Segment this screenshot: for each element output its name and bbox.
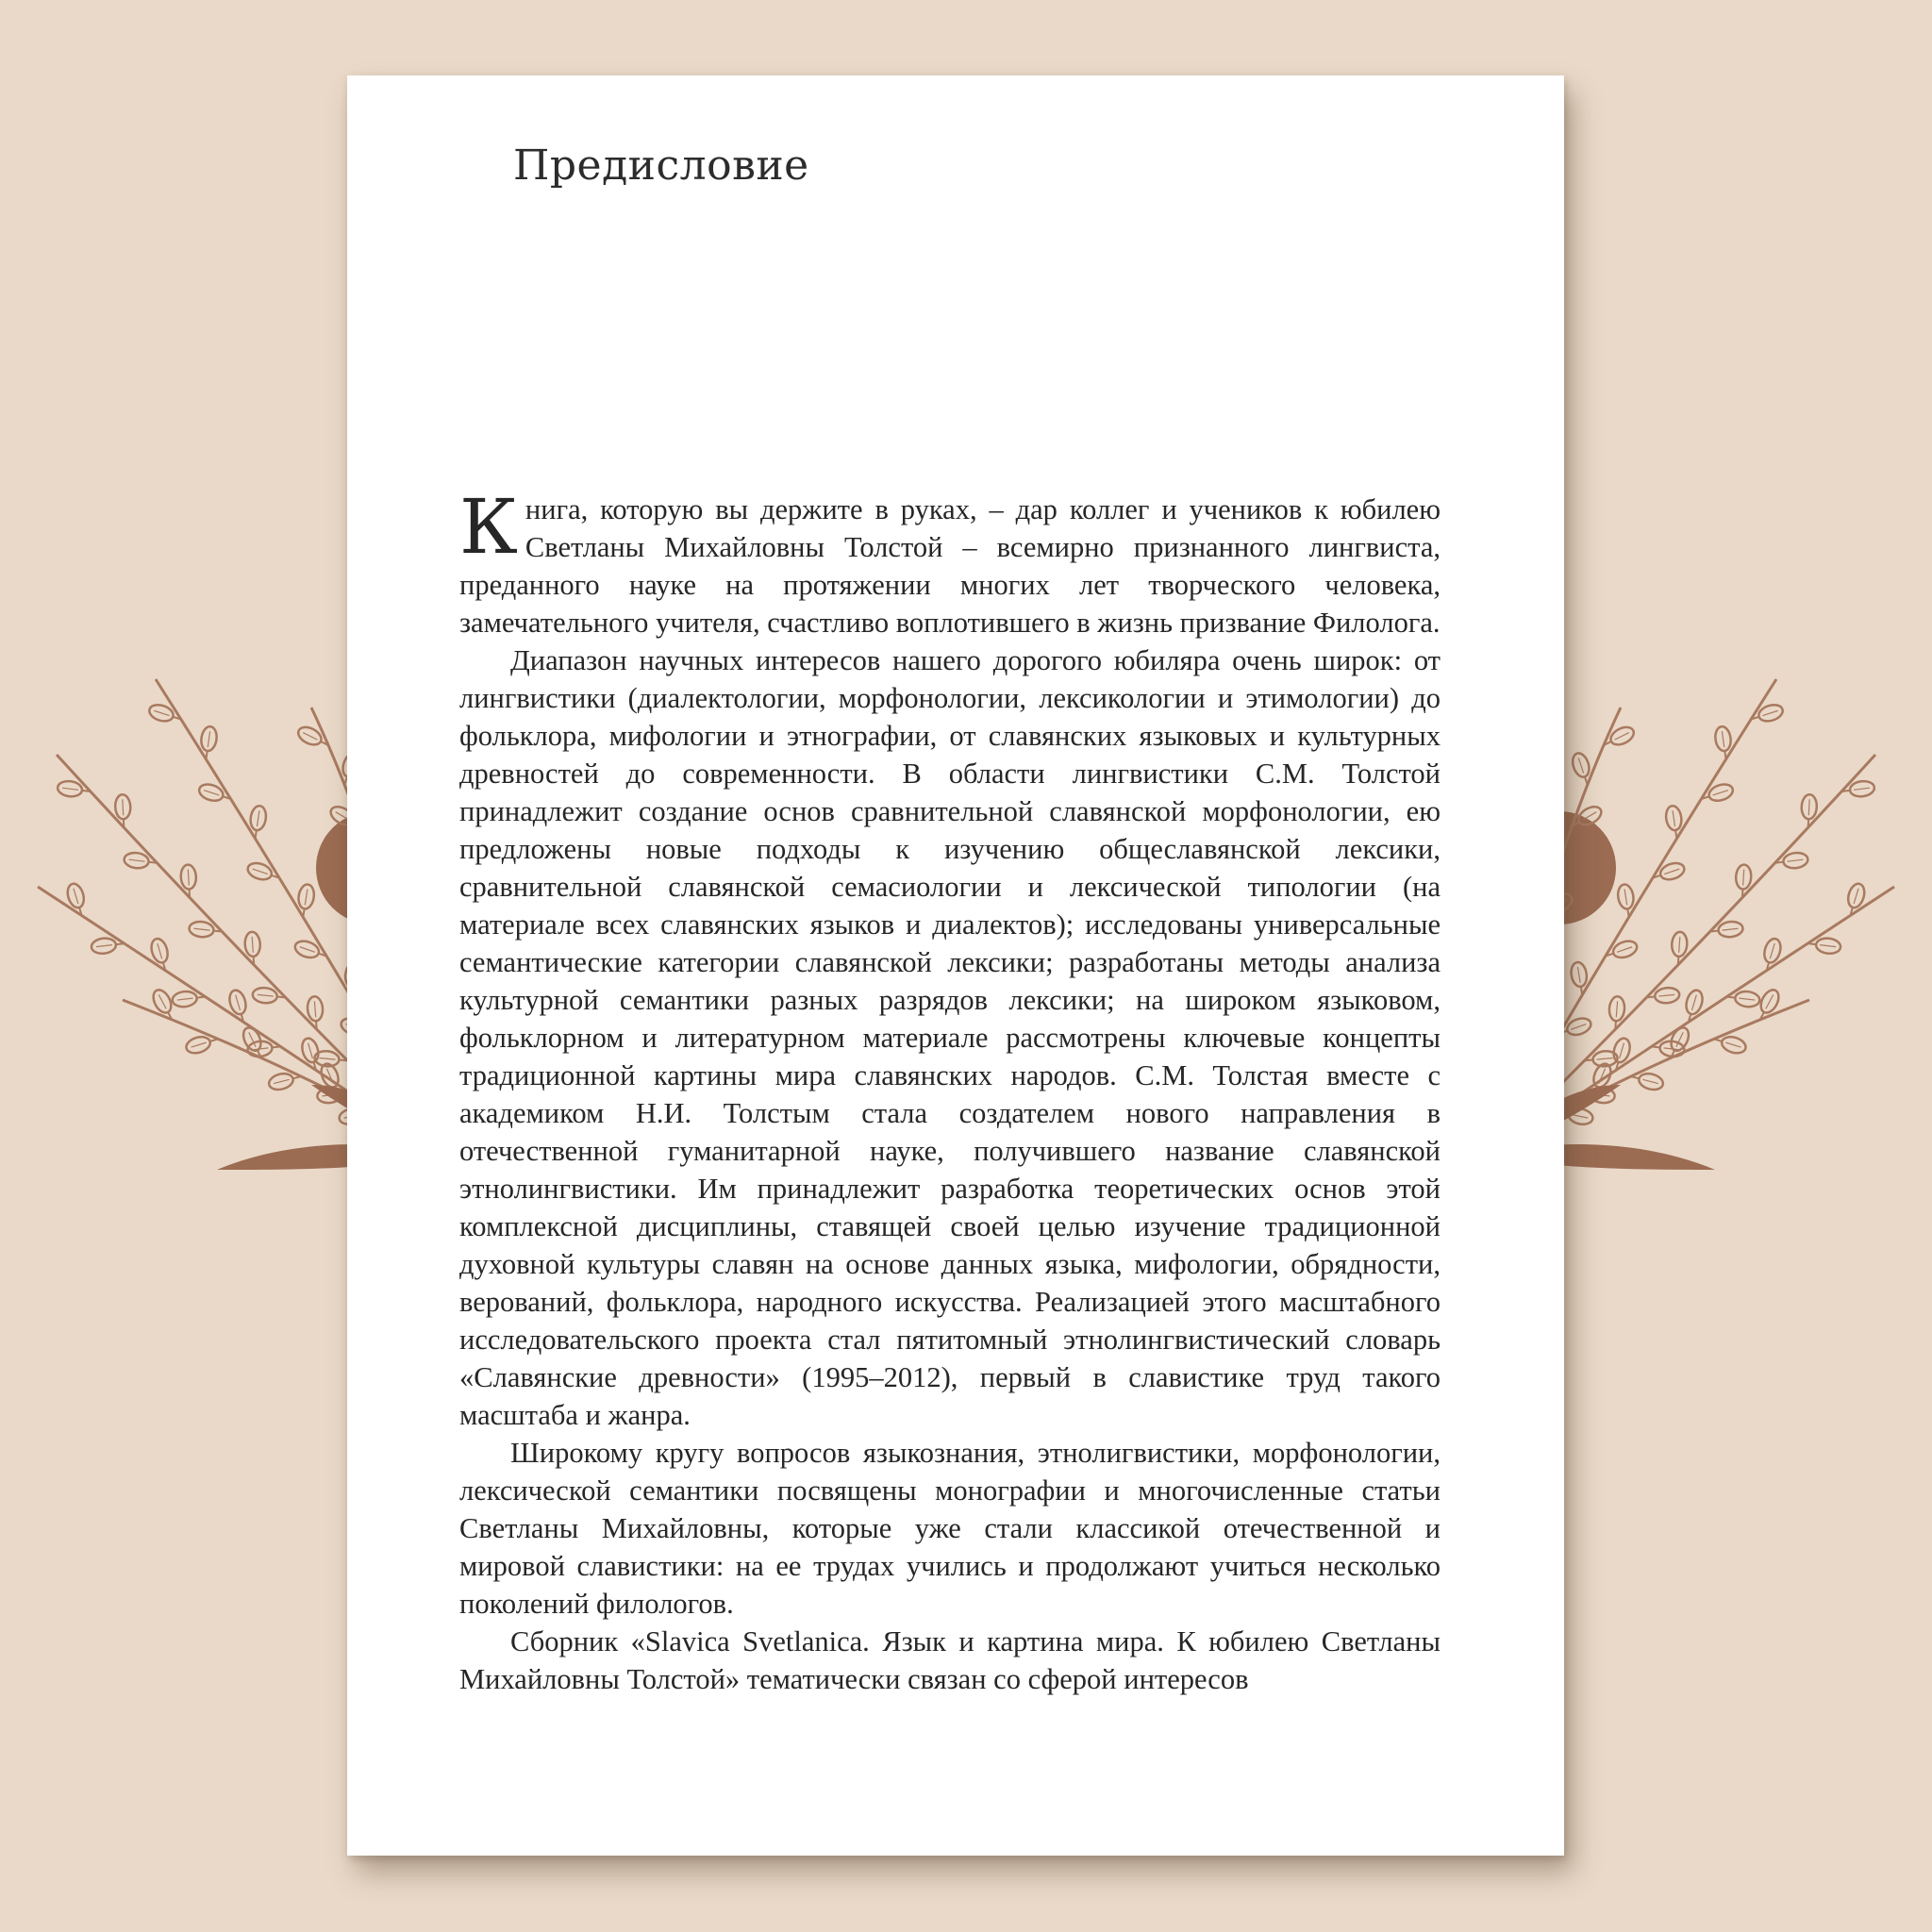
branch-left-bud [244,931,261,965]
paragraph-2: Диапазон научных интересов нашего дорогого юбиляра очень широк: от лингвистики (диалектологии, морфонологии, лексикологии и этимологии) до фольклора, мифологии и этнографии, от славянских языковых и культурных древностей до современности. В области лингвистики С.М. Толстой принадлежит создание основ сравнительной славянской морфонологии, ею предложены новые подходы к изучению общеславянской лексики, сравнительной славянской семасиологии и лексической типологии (на материале всех славянских языков и диалектов); исследованы универсальные семантические категории славянской лексики; разработаны методы анализа культурной семантики разных разрядов лексики; на широком языковом, фольклорном и литературном материале рассмотрены ключевые концепты традиционной картины мира славянских народов. С.М. Толстая вместе с академиком Н.И. Толстым стала создателем нового направления в отечественной гуманитарной науке, получившего название славянской этнолингвистики. Им принадлежит разработка теоретических основ этой комплексной дисциплины, ставящей своей целью изучение традиционной духовной культуры славян на основе данных языка, мифологии, обрядности, верований, фольклора, народного искусства. Реализацией этого масштабного исследовательского проекта стал пятитомный этнолингвистический словарь «Славянские древности» (1995–2012), первый в славистике труд такого масштаба и жанра. [459,644,1441,1431]
page-heading: Предисловие [513,142,809,190]
branch-right-bud [1801,794,1818,828]
branch-right-bud [1616,883,1636,918]
branch-right-bud [1726,990,1761,1008]
branch-left-bud [184,1032,220,1056]
branch-left-bud [91,936,125,955]
paragraph-1 [459,483,1441,641]
branch-left-bud [267,1069,303,1091]
branch-left-bud [180,864,197,898]
branch-right-bud [1711,1032,1747,1056]
branch-right-bud [1671,931,1688,965]
drop-cap: К [459,483,518,571]
branch-right-bud [1714,725,1734,760]
branch-right-bud [1570,961,1590,996]
book-page [347,75,1564,1856]
branch-right-bud [1807,936,1841,955]
branch-right-bud [1840,780,1875,799]
paragraph-4: Сборник «Slavica Svetlanica. Язык и картина мира. К юбилею Светланы Михайловны Толстой» тематически связан со сферой интересов [459,1625,1441,1695]
page-body [459,483,1441,1698]
branch-left-bud [248,805,268,840]
branch-left-bud [57,780,92,799]
branch-left-bud [189,921,224,940]
branch-right-bud [1664,805,1684,840]
branch-left-bud [199,725,219,760]
paragraph-3: Широкому кругу вопросов языкознания, этнолигвистики, морфонологии, лексической семантики посвящены монографии и многочисленные статьи Светланы Михайловны, которые уже стали классикой отечественной и мировой славистики: на ее трудах учились и продолжают учиться несколько поколений филологов. [459,1437,1441,1620]
branch-right-bud [1570,751,1594,787]
branch-right-bud [1709,921,1744,940]
paragraph-1-text: нига, которую вы держите в руках, – дар коллег и учеников к юбилею Светланы Михайловны Толстой – всемирно признанного лингвиста, преданного науке на протяжении многих лет творческого человека, замечательного учителя, счастливо воплотившего в жизнь призвание Филолога. [459,493,1441,639]
branch-right-bud [1774,852,1809,871]
branch-left-bud [124,852,158,871]
branch-left-bud [172,990,207,1008]
branch-left-bud [307,996,325,1030]
branch-right-bud [1735,864,1752,898]
branch-left-bud [252,987,286,1005]
branch-left-bud [295,883,315,918]
branch-right-bud [1629,1069,1665,1091]
branch-right-bud [1607,996,1625,1030]
branch-right-bud [1646,987,1680,1005]
branch-left-bud [115,794,132,828]
